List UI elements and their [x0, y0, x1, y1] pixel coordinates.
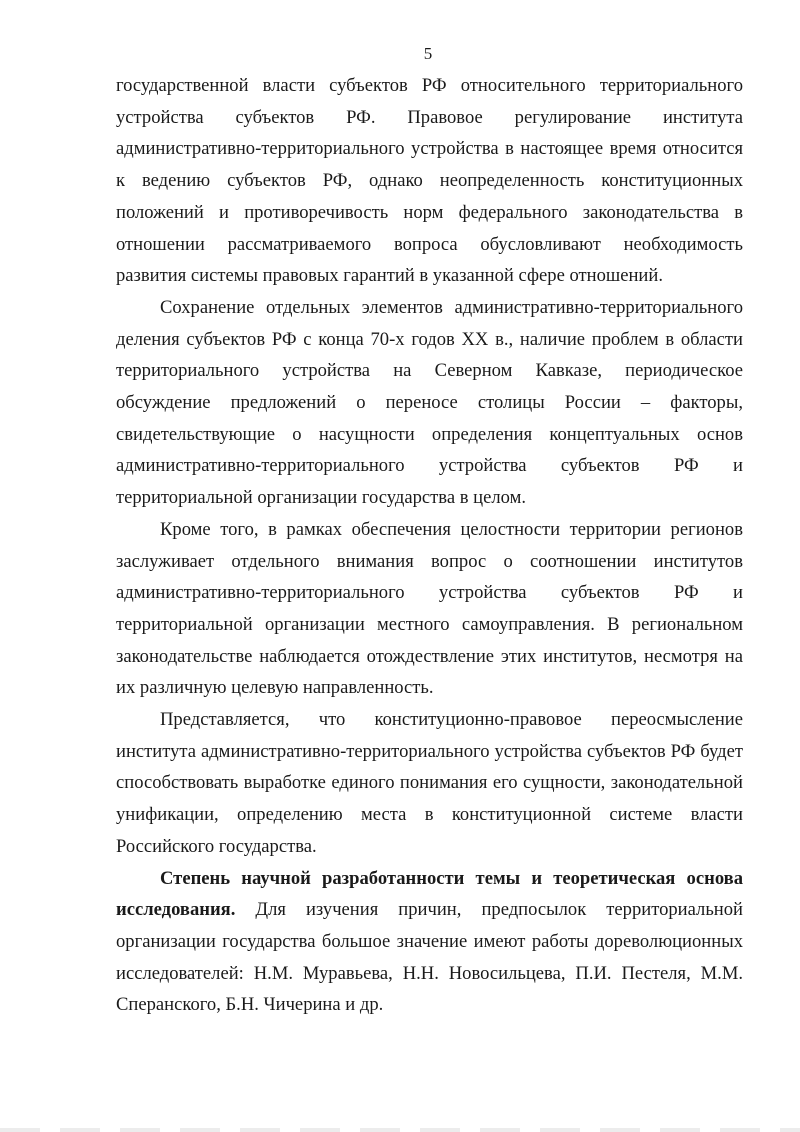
paragraph-3: Кроме того, в рамках обеспечения целостности территории регионов заслуживает отдельного внимания вопрос о соотношении институтов административно-территориального устройства субъектов РФ и территориальной организации местного самоуправления. В региональном законодательстве наблюдается отождествление этих институтов, несмотря на их различную целевую направленность.: [116, 518, 743, 699]
paragraph-5: [116, 863, 743, 1022]
paragraph-2: Сохранение отдельных элементов административно-территориального деления субъектов РФ с конца 70-х годов XX в., наличие проблем в области территориального устройства на Северном Кавказе, периодическое обсуждение предложений о переносе столицы России – факторы, свидетельствующие о насущности определения концептуальных основ административно-территориального устройства субъектов РФ и территориальной организации государства в целом.: [116, 296, 743, 509]
page-number: 5: [423, 44, 433, 63]
paragraph-1: государственной власти субъектов РФ относительного территориального устройства субъектов РФ. Правовое регулирование института административно-территориального устройства в настоящее время относится к ведению субъектов РФ, однако неопределенность конституционных положений и противоречивость норм федерального законодательства в отношении рассматриваемого вопроса обусловливают необходимость развития системы правовых гарантий в указанной сфере отношений.: [116, 75, 743, 287]
document-body: [116, 70, 743, 1021]
section-heading-inline: Степень научной разработанности темы и теоретическая основа исследования.: [116, 867, 743, 921]
paragraph-5-text: Для изучения причин, предпосылок территориальной организации государства большое значение имеют работы дореволюционных исследователей: Н.М. Муравьева, Н.Н. Новосильцева, П.И. Пестеля, М.М. Сперанского, Б.Н. Чичерина и др.: [116, 899, 743, 1016]
paragraph-4: Представляется, что конституционно-правовое переосмысление института административно-территориального устройства субъектов РФ будет способствовать выработке единого понимания его сущности, законодательной унификации, определению места в конституционной системе власти Российского государства.: [116, 709, 743, 857]
scan-edge-artifact: [0, 1128, 800, 1132]
